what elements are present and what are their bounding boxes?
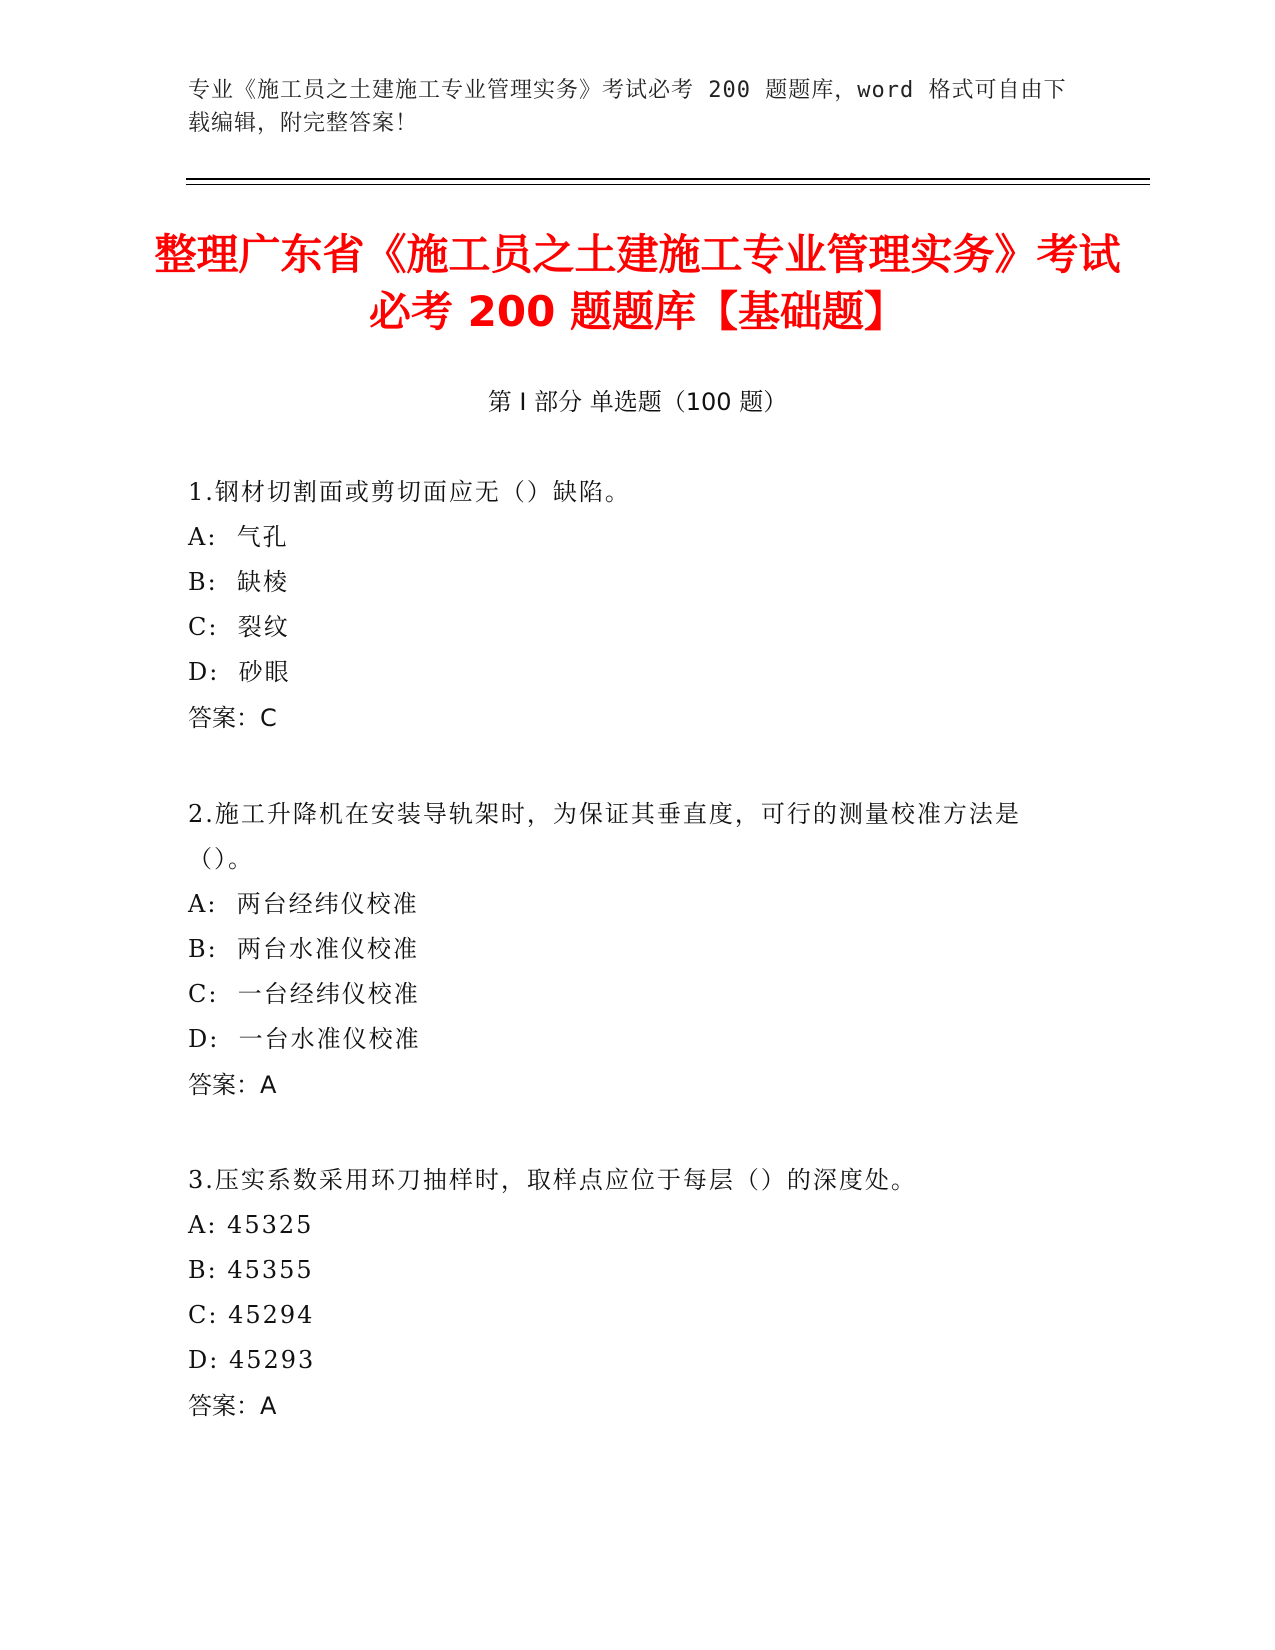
- question-text: 2.施工升降机在安装导轨架时，为保证其垂直度，可行的测量校准方法是（）。: [188, 800, 1021, 873]
- option-c: C: 一台经纬仪校准: [188, 980, 420, 1008]
- question-3: [188, 1158, 1068, 1429]
- answer: 答案：A: [188, 1392, 277, 1420]
- answer: 答案：C: [188, 704, 277, 732]
- question-1: [188, 470, 1068, 741]
- header-divider-thick: [186, 178, 1150, 180]
- option-d: D: 45293: [188, 1346, 316, 1374]
- header-divider-thin: [186, 184, 1150, 185]
- question-text: 3.压实系数采用环刀抽样时，取样点应位于每层（）的深度处。: [188, 1166, 917, 1194]
- option-c: C: 裂纹: [188, 613, 290, 641]
- option-d: D: 一台水准仪校准: [188, 1025, 421, 1053]
- option-b: B: 两台水准仪校准: [188, 935, 419, 963]
- answer: 答案：A: [188, 1071, 277, 1099]
- option-c: C: 45294: [188, 1301, 315, 1329]
- option-b: B: 缺棱: [188, 568, 289, 596]
- option-a: A: 两台经纬仪校准: [188, 890, 419, 918]
- option-a: A: 气孔: [188, 523, 289, 551]
- option-d: D: 砂眼: [188, 658, 291, 686]
- header-note: 专业《施工员之土建施工专业管理实务》考试必考 200 题题库，word 格式可自由下载编辑，附完整答案！: [188, 78, 1067, 136]
- section-title: 第 I 部分 单选题（100 题）: [487, 388, 788, 416]
- question-text: 1.钢材切割面或剪切面应无（）缺陷。: [188, 478, 631, 506]
- question-2: [188, 792, 1068, 1108]
- option-b: B: 45355: [188, 1256, 314, 1284]
- document-title: 整理广东省《施工员之土建施工专业管理实务》考试必考 200 题题库【基础题】: [154, 230, 1121, 336]
- option-a: A: 45325: [188, 1211, 314, 1239]
